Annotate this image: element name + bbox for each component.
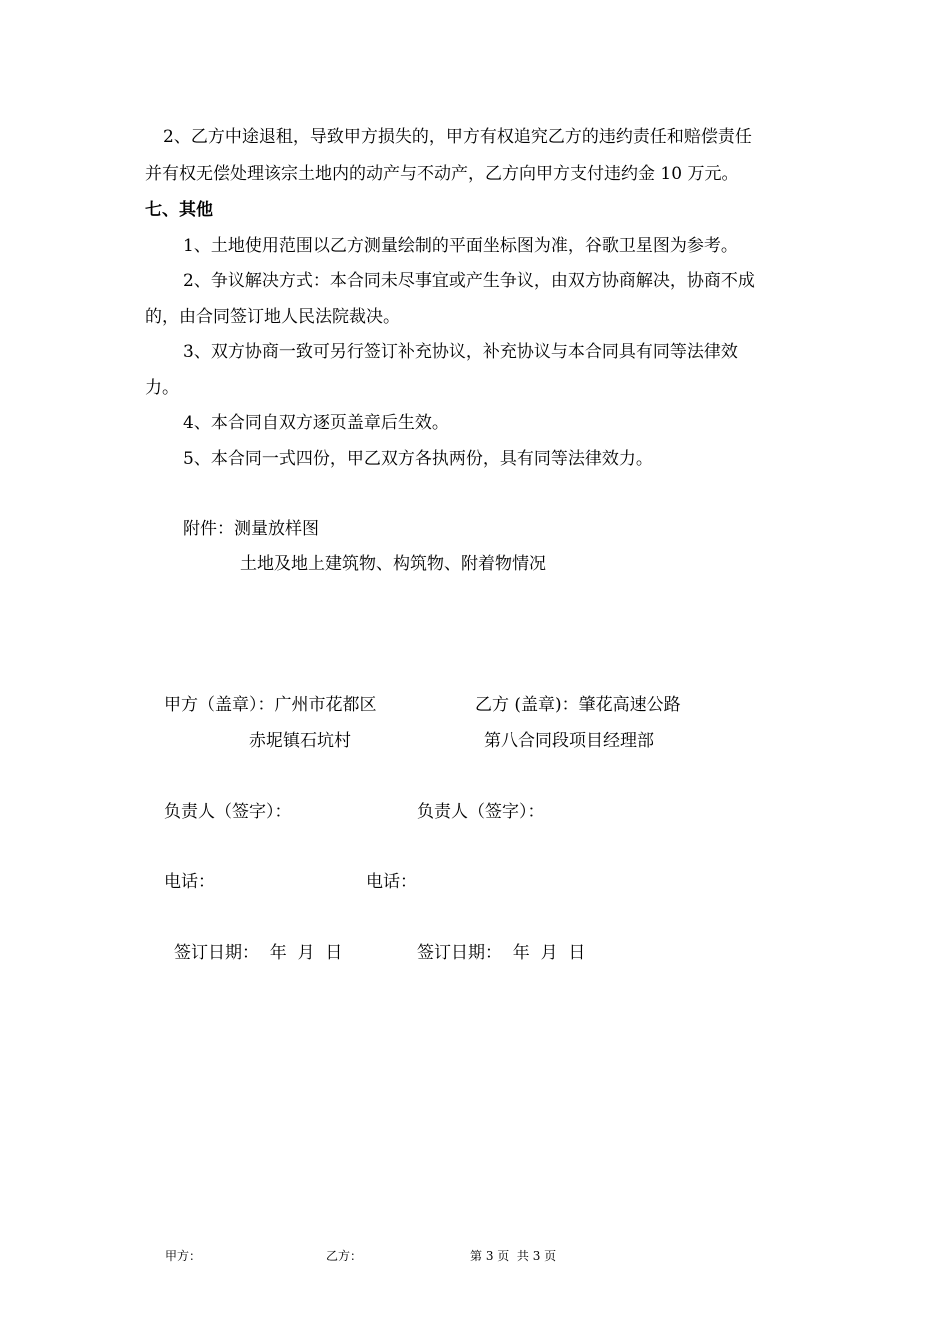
party-b-sign-date: 签订日期： 年 月 日 bbox=[417, 943, 586, 963]
clause7-item4: 4、本合同自双方逐页盖章后生效。 bbox=[183, 413, 449, 433]
clause6-item2-line1: 2、乙方中途退租，导致甲方损失的，甲方有权追究乙方的违约责任和赔偿责任 bbox=[163, 127, 752, 147]
clause7-item3-line1: 3、双方协商一致可另行签订补充协议，补充协议与本合同具有同等法律效 bbox=[183, 342, 738, 362]
party-b-name-line2: 第八合同段项目经理部 bbox=[484, 731, 654, 751]
clause7-item5: 5、本合同一式四份，甲乙双方各执两份，具有同等法律效力。 bbox=[183, 449, 653, 469]
party-b-phone-label: 电话： bbox=[366, 872, 417, 892]
party-b-seal-label: 乙方 (盖章)：肇花高速公路 bbox=[475, 695, 681, 715]
party-a-sign-date: 签订日期： 年 月 日 bbox=[174, 943, 343, 963]
footer-party-a: 甲方： bbox=[165, 1249, 202, 1263]
clause7-heading: 七、其他 bbox=[145, 200, 213, 220]
party-a-phone-label: 电话： bbox=[164, 872, 215, 892]
party-a-seal-label: 甲方（盖章）：广州市花都区 bbox=[164, 695, 377, 715]
clause7-item3-line2: 力。 bbox=[145, 378, 179, 398]
footer-party-b: 乙方： bbox=[326, 1249, 363, 1263]
party-a-name-line2: 赤坭镇石坑村 bbox=[249, 731, 351, 751]
party-b-responsible-label: 负责人（签字）： bbox=[417, 802, 545, 822]
clause7-item2-line1: 2、争议解决方式：本合同未尽事宜或产生争议，由双方协商解决，协商不成 bbox=[183, 271, 755, 291]
party-a-responsible-label: 负责人（签字）： bbox=[164, 802, 292, 822]
footer-page-number: 第 3 页 共 3 页 bbox=[470, 1249, 557, 1263]
clause7-item2-line2: 的，由合同签订地人民法院裁决。 bbox=[145, 307, 400, 327]
attachments-label: 附件：测量放样图 bbox=[183, 519, 319, 539]
attachments-item2: 土地及地上建筑物、构筑物、附着物情况 bbox=[240, 554, 546, 574]
clause7-item1: 1、土地使用范围以乙方测量绘制的平面坐标图为准，谷歌卫星图为参考。 bbox=[183, 236, 738, 256]
clause6-item2-line2: 并有权无偿处理该宗土地内的动产与不动产，乙方向甲方支付违约金 10 万元。 bbox=[145, 164, 739, 184]
